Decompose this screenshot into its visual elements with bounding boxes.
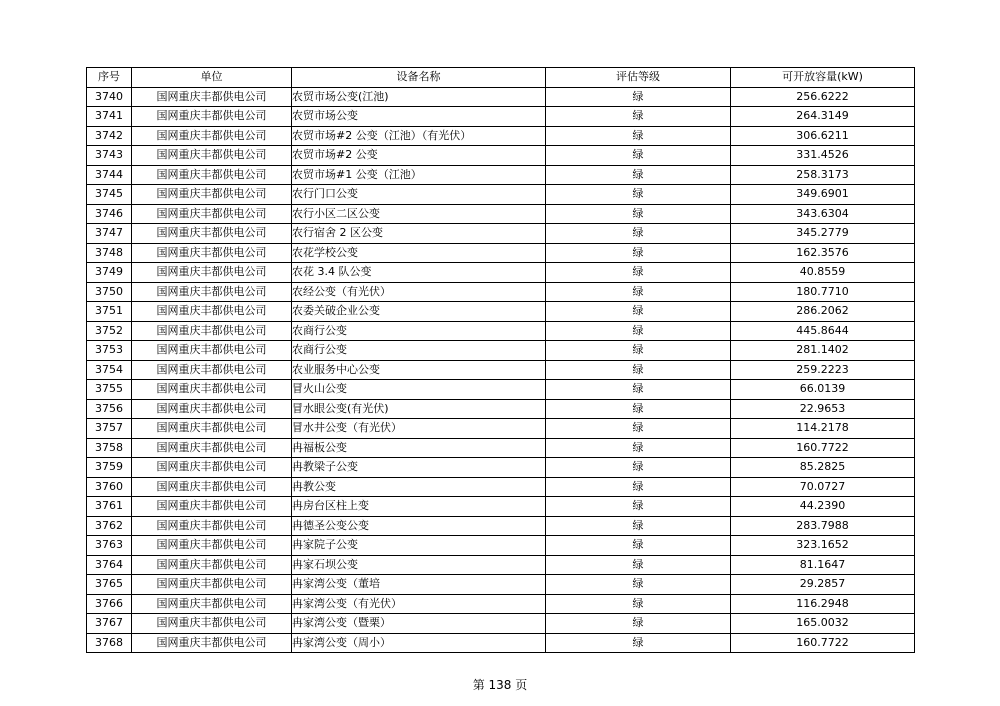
row-capacity: 345.2779 [731,224,915,244]
row-device-name: 农行小区二区公变 [292,204,546,224]
row-index: 3746 [87,204,132,224]
row-grade: 绿 [546,282,731,302]
row-unit: 国网重庆丰都供电公司 [132,458,292,478]
row-device-name: 农贸市场#2 公变 [292,146,546,166]
table-row [87,224,915,244]
row-grade: 绿 [546,243,731,263]
header-grade: 评估等级 [546,68,731,88]
row-index: 3757 [87,419,132,439]
table-row [87,399,915,419]
row-grade: 绿 [546,477,731,497]
row-capacity: 343.6304 [731,204,915,224]
row-device-name: 冉家湾公变（暨栗） [292,614,546,634]
row-capacity: 323.1652 [731,536,915,556]
row-unit: 国网重庆丰都供电公司 [132,126,292,146]
row-capacity: 445.8644 [731,321,915,341]
row-capacity: 165.0032 [731,614,915,634]
table-row [87,107,915,127]
row-unit: 国网重庆丰都供电公司 [132,243,292,263]
row-grade: 绿 [546,458,731,478]
row-capacity: 286.2062 [731,302,915,322]
row-grade: 绿 [546,536,731,556]
row-capacity: 81.1647 [731,555,915,575]
row-device-name: 农贸市场#1 公变（江池） [292,165,546,185]
row-unit: 国网重庆丰都供电公司 [132,224,292,244]
row-device-name: 农贸市场公变(江池) [292,87,546,107]
row-grade: 绿 [546,126,731,146]
row-device-name: 冉教公变 [292,477,546,497]
row-grade: 绿 [546,360,731,380]
row-index: 3748 [87,243,132,263]
row-capacity: 283.7988 [731,516,915,536]
row-unit: 国网重庆丰都供电公司 [132,146,292,166]
table-row [87,594,915,614]
row-index: 3767 [87,614,132,634]
row-capacity: 40.8559 [731,263,915,283]
row-capacity: 306.6211 [731,126,915,146]
table-row [87,146,915,166]
row-index: 3760 [87,477,132,497]
row-device-name: 农委关破企业公变 [292,302,546,322]
table-row [87,243,915,263]
table-row [87,458,915,478]
row-device-name: 冉家湾公变（董培 [292,575,546,595]
row-unit: 国网重庆丰都供电公司 [132,380,292,400]
row-grade: 绿 [546,224,731,244]
row-unit: 国网重庆丰都供电公司 [132,497,292,517]
row-device-name: 冉家院子公变 [292,536,546,556]
row-unit: 国网重庆丰都供电公司 [132,614,292,634]
row-device-name: 冉家石坝公变 [292,555,546,575]
row-grade: 绿 [546,594,731,614]
row-index: 3743 [87,146,132,166]
row-index: 3759 [87,458,132,478]
row-unit: 国网重庆丰都供电公司 [132,185,292,205]
row-index: 3756 [87,399,132,419]
row-capacity: 29.2857 [731,575,915,595]
header-device-name: 设备名称 [292,68,546,88]
table-row [87,302,915,322]
row-capacity: 22.9653 [731,399,915,419]
row-device-name: 农行门口公变 [292,185,546,205]
row-index: 3750 [87,282,132,302]
row-index: 3742 [87,126,132,146]
header-unit: 单位 [132,68,292,88]
row-unit: 国网重庆丰都供电公司 [132,536,292,556]
row-grade: 绿 [546,497,731,517]
row-index: 3762 [87,516,132,536]
row-grade: 绿 [546,321,731,341]
table-row [87,419,915,439]
table-body [87,87,915,653]
table-header-row [87,68,915,88]
row-unit: 国网重庆丰都供电公司 [132,555,292,575]
table-row [87,282,915,302]
row-grade: 绿 [546,302,731,322]
row-index: 3766 [87,594,132,614]
row-device-name: 冉教梁子公变 [292,458,546,478]
row-grade: 绿 [546,107,731,127]
row-grade: 绿 [546,516,731,536]
row-index: 3745 [87,185,132,205]
row-capacity: 331.4526 [731,146,915,166]
row-index: 3751 [87,302,132,322]
row-capacity: 85.2825 [731,458,915,478]
page-number: 第 138 页 [472,678,528,692]
row-capacity: 264.3149 [731,107,915,127]
row-device-name: 冉福板公变 [292,438,546,458]
row-index: 3752 [87,321,132,341]
table-row [87,360,915,380]
header-index: 序号 [87,68,132,88]
row-device-name: 农贸市场#2 公变（江池）（有光伏） [292,126,546,146]
table-row [87,477,915,497]
row-device-name: 冉家湾公变（有光伏） [292,594,546,614]
row-capacity: 114.2178 [731,419,915,439]
row-unit: 国网重庆丰都供电公司 [132,204,292,224]
row-capacity: 258.3173 [731,165,915,185]
row-grade: 绿 [546,575,731,595]
row-grade: 绿 [546,555,731,575]
row-index: 3765 [87,575,132,595]
row-index: 3753 [87,341,132,361]
row-device-name: 农商行公变 [292,321,546,341]
header-capacity: 可开放容量(kW) [731,68,915,88]
table-row [87,341,915,361]
row-unit: 国网重庆丰都供电公司 [132,282,292,302]
row-index: 3749 [87,263,132,283]
row-unit: 国网重庆丰都供电公司 [132,477,292,497]
row-grade: 绿 [546,380,731,400]
row-device-name: 冉家湾公变（周小） [292,633,546,653]
row-unit: 国网重庆丰都供电公司 [132,341,292,361]
row-grade: 绿 [546,263,731,283]
row-unit: 国网重庆丰都供电公司 [132,575,292,595]
row-unit: 国网重庆丰都供电公司 [132,438,292,458]
row-unit: 国网重庆丰都供电公司 [132,633,292,653]
row-index: 3747 [87,224,132,244]
capacity-table [86,67,915,653]
row-unit: 国网重庆丰都供电公司 [132,516,292,536]
row-grade: 绿 [546,185,731,205]
table-row [87,165,915,185]
table-row [87,438,915,458]
row-device-name: 冒水眼公变(有光伏) [292,399,546,419]
row-capacity: 70.0727 [731,477,915,497]
row-capacity: 160.7722 [731,633,915,653]
row-capacity: 256.6222 [731,87,915,107]
table-row [87,497,915,517]
table-row [87,204,915,224]
table-row [87,536,915,556]
row-index: 3741 [87,107,132,127]
row-device-name: 农花 3.4 队公变 [292,263,546,283]
row-device-name: 冉房台区柱上变 [292,497,546,517]
row-unit: 国网重庆丰都供电公司 [132,302,292,322]
row-capacity: 66.0139 [731,380,915,400]
table-row [87,575,915,595]
table-row [87,380,915,400]
row-unit: 国网重庆丰都供电公司 [132,107,292,127]
row-unit: 国网重庆丰都供电公司 [132,360,292,380]
table-row [87,614,915,634]
row-grade: 绿 [546,341,731,361]
row-unit: 国网重庆丰都供电公司 [132,263,292,283]
row-capacity: 162.3576 [731,243,915,263]
row-device-name: 农花学校公变 [292,243,546,263]
table-row [87,633,915,653]
table-row [87,321,915,341]
row-index: 3764 [87,555,132,575]
row-unit: 国网重庆丰都供电公司 [132,419,292,439]
row-grade: 绿 [546,419,731,439]
row-device-name: 农经公变（有光伏） [292,282,546,302]
row-grade: 绿 [546,614,731,634]
row-capacity: 180.7710 [731,282,915,302]
row-unit: 国网重庆丰都供电公司 [132,399,292,419]
row-index: 3768 [87,633,132,653]
row-capacity: 281.1402 [731,341,915,361]
row-index: 3761 [87,497,132,517]
row-index: 3744 [87,165,132,185]
row-grade: 绿 [546,204,731,224]
table-row [87,126,915,146]
row-device-name: 农行宿舍 2 区公变 [292,224,546,244]
row-unit: 国网重庆丰都供电公司 [132,321,292,341]
row-grade: 绿 [546,87,731,107]
row-device-name: 冒火山公变 [292,380,546,400]
row-device-name: 农商行公变 [292,341,546,361]
row-capacity: 116.2948 [731,594,915,614]
table-row [87,263,915,283]
table-row [87,516,915,536]
row-index: 3755 [87,380,132,400]
table-row [87,555,915,575]
row-capacity: 160.7722 [731,438,915,458]
table-row [87,87,915,107]
row-grade: 绿 [546,146,731,166]
row-device-name: 冒水井公变（有光伏） [292,419,546,439]
row-device-name: 农贸市场公变 [292,107,546,127]
row-unit: 国网重庆丰都供电公司 [132,594,292,614]
row-unit: 国网重庆丰都供电公司 [132,87,292,107]
row-grade: 绿 [546,633,731,653]
row-capacity: 349.6901 [731,185,915,205]
row-index: 3754 [87,360,132,380]
row-device-name: 冉德圣公变公变 [292,516,546,536]
row-grade: 绿 [546,438,731,458]
row-index: 3740 [87,87,132,107]
row-unit: 国网重庆丰都供电公司 [132,165,292,185]
row-capacity: 259.2223 [731,360,915,380]
row-grade: 绿 [546,165,731,185]
table-row [87,185,915,205]
row-index: 3758 [87,438,132,458]
row-grade: 绿 [546,399,731,419]
row-index: 3763 [87,536,132,556]
row-device-name: 农业服务中心公变 [292,360,546,380]
row-capacity: 44.2390 [731,497,915,517]
